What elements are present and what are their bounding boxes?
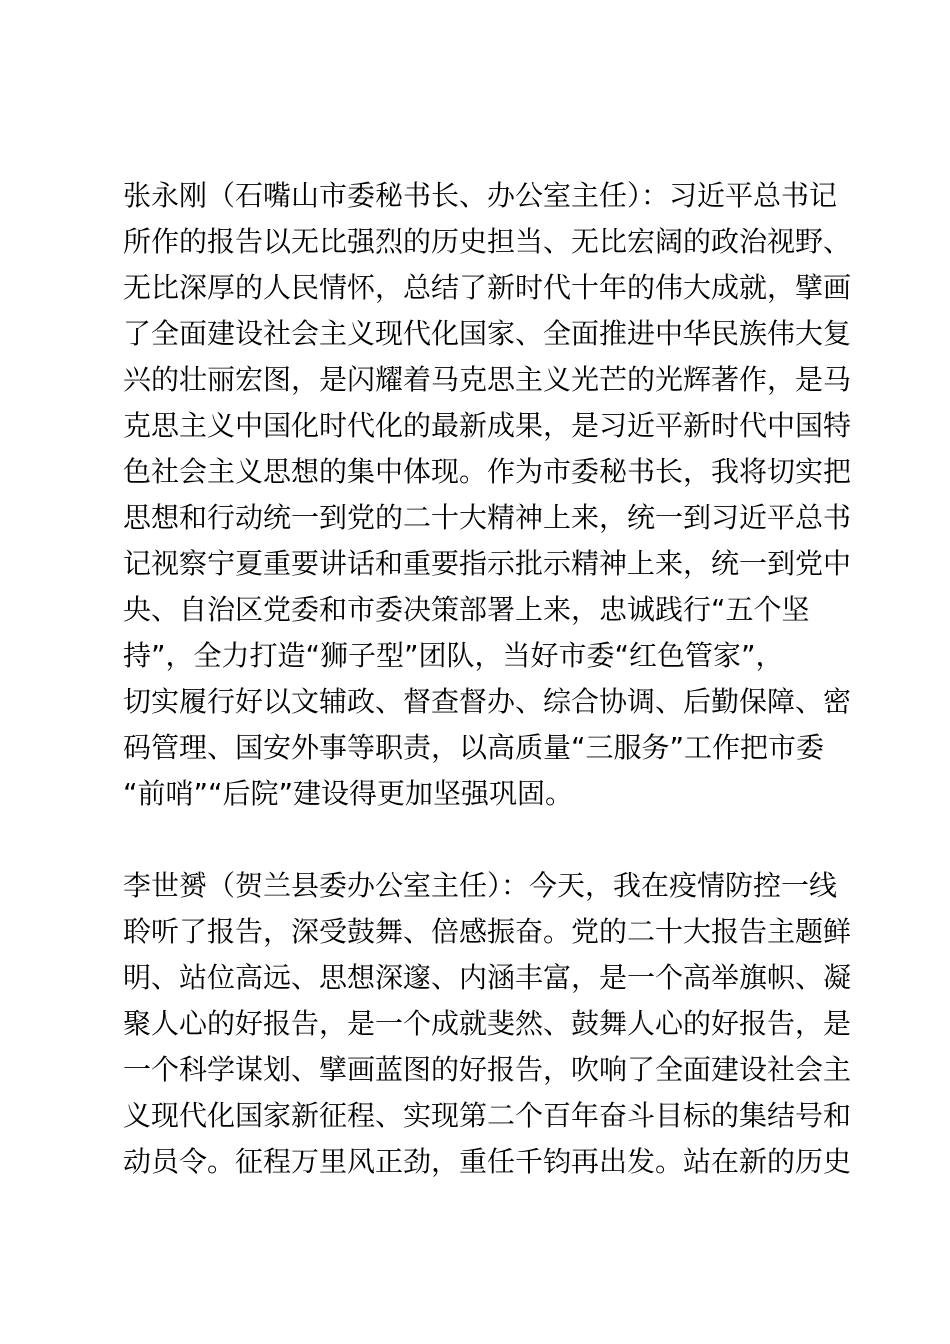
- text-line: 兴的壮丽宏图，是闪耀着马克思主义光芒的光辉著作，是马: [123, 363, 852, 396]
- text-line: “前哨”“后院”建设得更加坚强巩固。: [123, 777, 574, 810]
- text-line: 一个科学谋划、擘画蓝图的好报告，吹响了全面建设社会主: [123, 1053, 852, 1086]
- text-line: 张永刚（石嘴山市委秘书长、办公室主任）：习近平总书记: [123, 179, 838, 212]
- text-line: 义现代化国家新征程、实现第二个百年奋斗目标的集结号和: [123, 1099, 852, 1132]
- text-line: 码管理、国安外事等职责，以高质量“三服务”工作把市委: [123, 731, 825, 764]
- text-line: 克思主义中国化时代化的最新成果，是习近平新时代中国特: [123, 409, 852, 442]
- text-line: 记视察宁夏重要讲话和重要指示批示精神上来，统一到党中: [123, 547, 852, 580]
- text-line: 思想和行动统一到党的二十大精神上来，统一到习近平总书: [123, 501, 852, 534]
- text-line: 李世赟（贺兰县委办公室主任）：今天，我在疫情防控一线: [123, 869, 838, 902]
- text-line: 持”，全力打造“狮子型”团队，当好市委“红色管家”，: [123, 639, 784, 672]
- text-line: 明、站位高远、思想深邃、内涵丰富，是一个高举旗帜、凝: [123, 961, 852, 994]
- text-line: 聚人心的好报告，是一个成就斐然、鼓舞人心的好报告，是: [123, 1007, 852, 1040]
- text-line: 央、自治区党委和市委决策部署上来，忠诚践行“五个坚: [123, 593, 810, 626]
- text-line: 无比深厚的人民情怀，总结了新时代十年的伟大成就，擘画: [123, 271, 852, 304]
- text-line: 所作的报告以无比强烈的历史担当、无比宏阔的政治视野、: [123, 225, 852, 258]
- text-line: 色社会主义思想的集中体现。作为市委秘书长，我将切实把: [123, 455, 852, 488]
- text-line: 切实履行好以文辅政、督查督办、综合协调、后勤保障、密: [123, 685, 852, 718]
- text-line: 了全面建设社会主义现代化国家、全面推进中华民族伟大复: [123, 317, 852, 350]
- text-line: 动员令。征程万里风正劲，重任千钧再出发。站在新的历史: [123, 1145, 852, 1178]
- text-line: 聆听了报告，深受鼓舞、倍感振奋。党的二十大报告主题鲜: [123, 915, 852, 948]
